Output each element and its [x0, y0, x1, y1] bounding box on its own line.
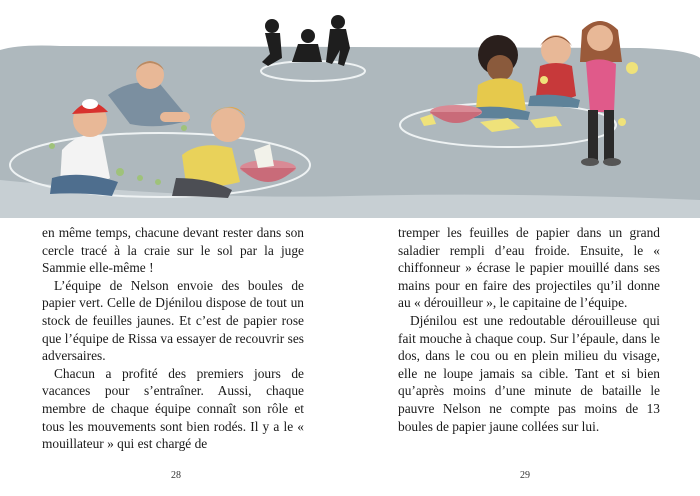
page-number-right: 29 [520, 470, 530, 481]
right-page-text [398, 224, 660, 435]
left-page-text [42, 224, 304, 453]
page-number-left: 28 [171, 470, 181, 481]
paragraph: en même temps, chacune devant rester dans son cercle tracé à la craie sur le sol par la juge Sammie elle-même ! [42, 225, 304, 276]
paragraph: Djénilou est une redoutable dérouilleuse qui fait mouche à chaque coup. Sur l’épaule, dans le dos, dans le cou ou en plein milieu du visage, elle ne loupe jamais sa cible. Tant et si bien qu’après moins d’une minute de bataille le pauvre Nelson ne compte pas moins de 13 boules de papier jaune collées sur lui. [398, 312, 660, 434]
paragraph: tremper les feuilles de papier dans un grand saladier rempli d’eau froide. Ensuite, le « chiffonneur » écrase le papier mouillé dans ses mains pour en faire des projectiles qu’il donne au « dérouilleur », le capitaine de l’équipe. [398, 225, 660, 311]
paragraph: Chacun a profité des premiers jours de vacances pour s’entraîner. Aussi, chaque membre de chaque équipe connaît son rôle et tous les mouvements sont bien rodés. Il y a le « mouillateur » qui est chargé de [42, 365, 304, 452]
paragraph: L’équipe de Nelson envoie des boules de papier vert. Celle de Djénilou dispose de tout un stock de feuilles jaunes. Et c’est de papier rose que l’équipe de Rissa va essayer de recouvrir ses adversaires. [42, 277, 304, 364]
illustration [0, 0, 700, 218]
